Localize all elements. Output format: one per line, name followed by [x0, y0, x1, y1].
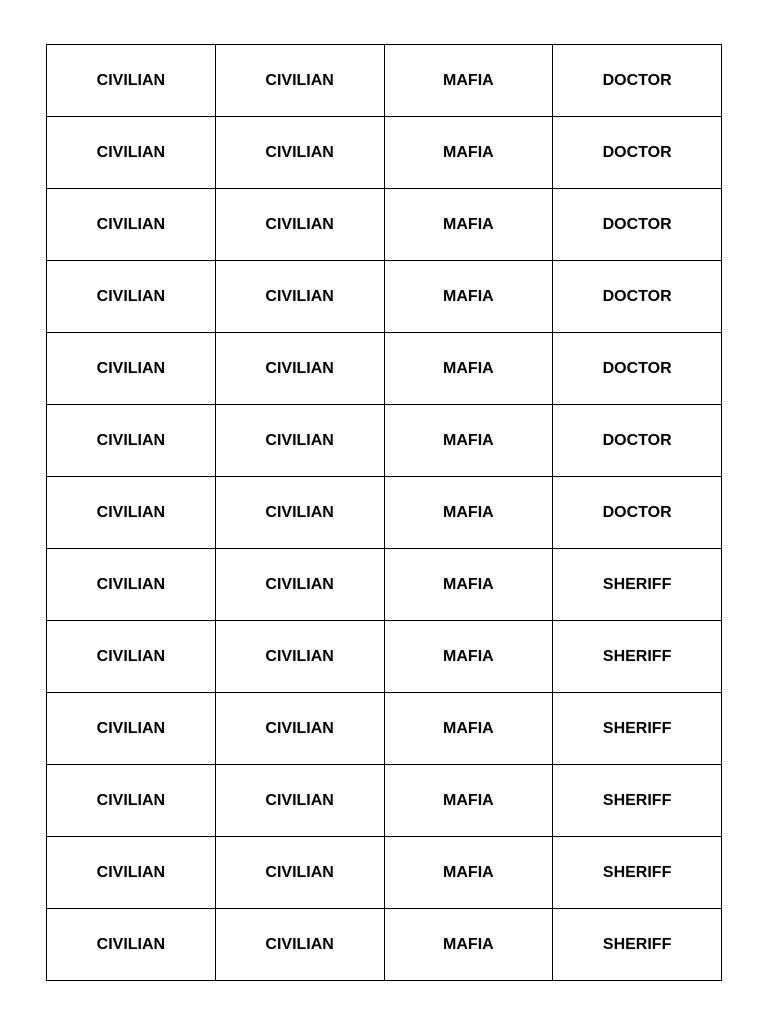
role-card-cell: DOCTOR	[553, 117, 722, 189]
role-card-cell: CIVILIAN	[47, 117, 216, 189]
role-card-cell: CIVILIAN	[215, 549, 384, 621]
role-card-cell: CIVILIAN	[215, 477, 384, 549]
role-card-cell: MAFIA	[384, 765, 553, 837]
table-row	[47, 477, 722, 549]
role-card-cell: CIVILIAN	[47, 909, 216, 981]
role-card-cell: MAFIA	[384, 837, 553, 909]
role-card-cell: MAFIA	[384, 909, 553, 981]
role-card-cell: MAFIA	[384, 333, 553, 405]
table-row	[47, 549, 722, 621]
role-card-cell: CIVILIAN	[215, 693, 384, 765]
table-row	[47, 909, 722, 981]
table-row	[47, 189, 722, 261]
role-card-cell: CIVILIAN	[215, 405, 384, 477]
table-row	[47, 405, 722, 477]
role-card-cell: CIVILIAN	[47, 549, 216, 621]
role-card-cell: MAFIA	[384, 117, 553, 189]
role-card-cell: CIVILIAN	[215, 909, 384, 981]
role-card-cell: CIVILIAN	[47, 261, 216, 333]
table-row	[47, 261, 722, 333]
table-row	[47, 621, 722, 693]
role-card-cell: CIVILIAN	[215, 333, 384, 405]
role-card-cell: CIVILIAN	[215, 837, 384, 909]
role-card-cell: CIVILIAN	[215, 765, 384, 837]
role-cards-body	[47, 45, 722, 981]
role-card-cell: MAFIA	[384, 549, 553, 621]
role-card-cell: SHERIFF	[553, 765, 722, 837]
role-card-cell: CIVILIAN	[47, 405, 216, 477]
role-card-cell: MAFIA	[384, 405, 553, 477]
role-card-cell: CIVILIAN	[47, 693, 216, 765]
role-card-cell: SHERIFF	[553, 549, 722, 621]
table-row	[47, 837, 722, 909]
role-card-cell: CIVILIAN	[47, 837, 216, 909]
role-card-cell: SHERIFF	[553, 909, 722, 981]
table-row	[47, 765, 722, 837]
role-card-cell: CIVILIAN	[215, 261, 384, 333]
role-card-cell: SHERIFF	[553, 837, 722, 909]
role-card-cell: CIVILIAN	[215, 621, 384, 693]
table-row	[47, 117, 722, 189]
role-card-cell: CIVILIAN	[47, 333, 216, 405]
role-card-cell: DOCTOR	[553, 45, 722, 117]
role-card-cell: DOCTOR	[553, 405, 722, 477]
role-card-cell: DOCTOR	[553, 477, 722, 549]
role-card-cell: CIVILIAN	[47, 189, 216, 261]
table-row	[47, 333, 722, 405]
role-card-cell: CIVILIAN	[215, 45, 384, 117]
role-card-cell: CIVILIAN	[47, 621, 216, 693]
role-card-cell: DOCTOR	[553, 189, 722, 261]
role-card-cell: SHERIFF	[553, 693, 722, 765]
table-row	[47, 693, 722, 765]
role-card-cell: DOCTOR	[553, 261, 722, 333]
role-card-cell: CIVILIAN	[215, 117, 384, 189]
role-card-cell: MAFIA	[384, 261, 553, 333]
table-row	[47, 45, 722, 117]
role-card-cell: SHERIFF	[553, 621, 722, 693]
role-card-cell: MAFIA	[384, 693, 553, 765]
role-card-cell: CIVILIAN	[47, 765, 216, 837]
role-card-cell: MAFIA	[384, 189, 553, 261]
role-card-cell: MAFIA	[384, 621, 553, 693]
role-card-cell: CIVILIAN	[215, 189, 384, 261]
role-cards-table	[46, 44, 722, 981]
role-card-cell: MAFIA	[384, 45, 553, 117]
role-card-cell: MAFIA	[384, 477, 553, 549]
role-card-cell: CIVILIAN	[47, 477, 216, 549]
role-card-cell: CIVILIAN	[47, 45, 216, 117]
role-card-cell: DOCTOR	[553, 333, 722, 405]
